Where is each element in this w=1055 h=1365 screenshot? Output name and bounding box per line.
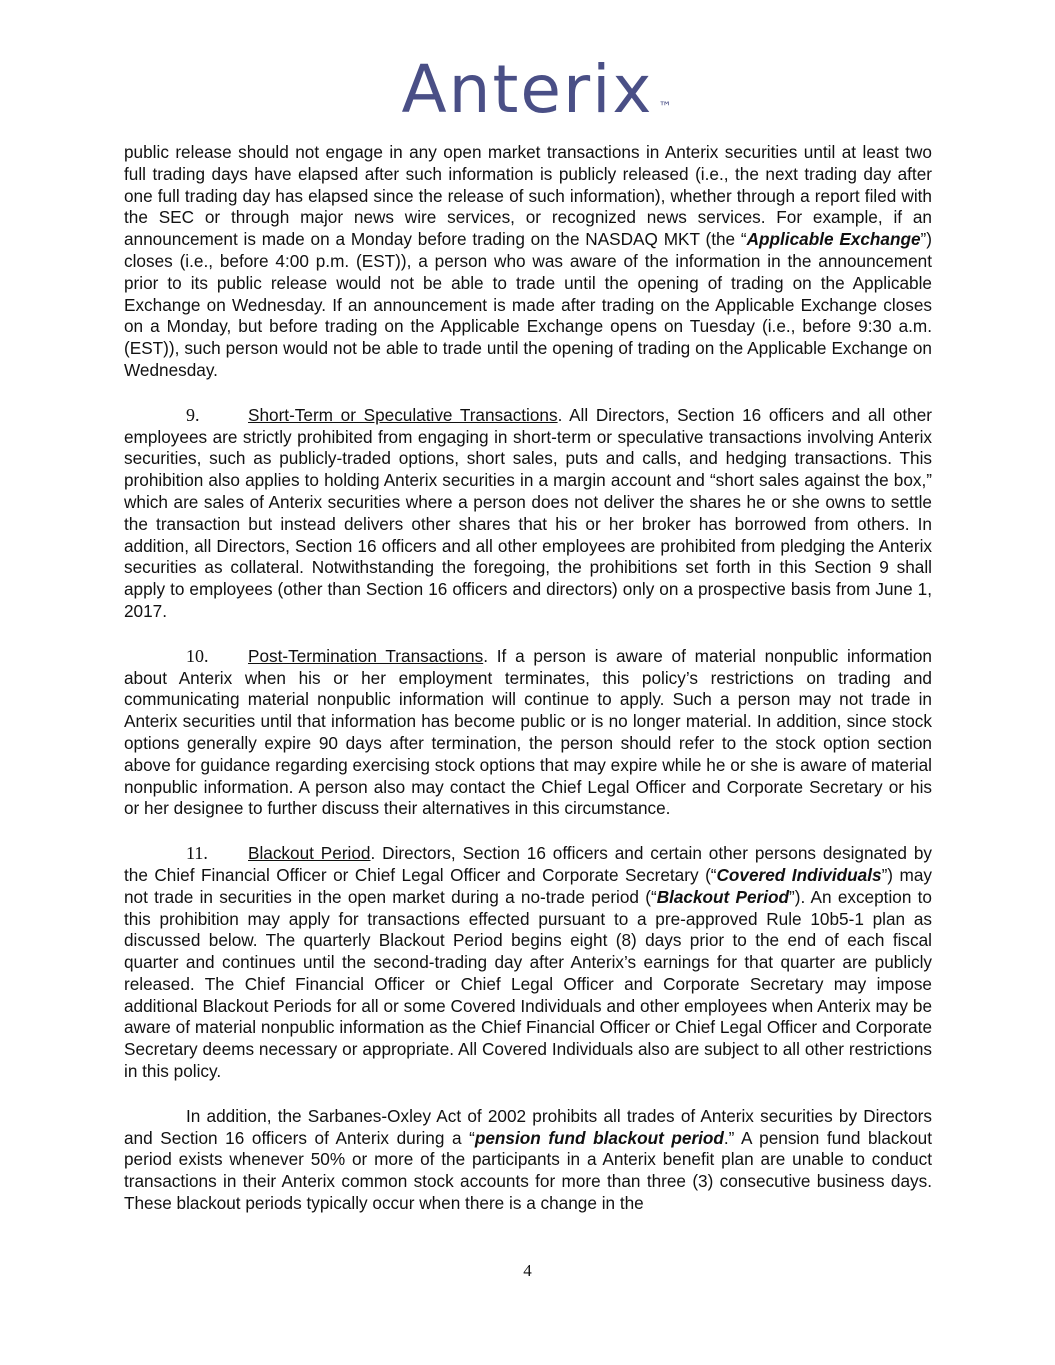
section-10 <box>124 646 932 820</box>
paragraph-text: ”) closes (i.e., before 4:00 p.m. (EST)), a person who was aware of the information in the announcement prior to its public release would not be able to trade until the opening of trading on the Applicable Exchange on Wednesday. If an announcement is made after trading on the Applicable Exchange closes on a Monday, but before trading on the Applicable Exchange opens on Tuesday (i.e., before 9:30 a.m. (EST)), such person would not be able to trade until the opening of trading on the Applicable Exchange on Wednesday. <box>124 229 932 380</box>
section-heading: Post-Termination Transactions <box>248 645 484 666</box>
paragraph-text: public release should not engage in any open market transactions in Anterix securities until at least two full trading days have elapsed after such information is publicly released (i.e., the next trading day after one full trading day has elapsed since the release of such information), whether through a report filed with the SEC or through major news wire services, or recognized news services. For example, if an announcement is made on a Monday before trading on the NASDAQ MKT (the “ <box>124 142 932 250</box>
document-body <box>124 142 932 1238</box>
section-number: 9. <box>186 404 200 425</box>
page-number: 4 <box>523 1261 532 1280</box>
paragraph-text: In addition, the Sarbanes-Oxley Act of 2002 prohibits all trades of Anterix securities by Directors and Section 16 officers of Anterix during a “ <box>124 1105 932 1148</box>
section-number: 10. <box>186 645 209 666</box>
defined-term-blackout-period: Blackout Period <box>656 886 790 907</box>
logo-text: Anterix <box>401 51 654 128</box>
section-number: 11. <box>186 843 208 864</box>
defined-term-pension-fund-blackout-period: pension fund blackout period <box>474 1127 724 1148</box>
section-text: . If a person is aware of material nonpublic information about Anterix when his or her employment terminates, this policy’s restrictions on trading and communicating material nonpublic information will continue to apply. Such a person may not trade in Anterix securities until that information has become public or is no longer material. In addition, since stock options generally expire 90 days after termination, the person should refer to the stock option section above for guidance regarding exercising stock options that may expire while he or she is aware of material nonpublic information. A person also may contact the Chief Legal Officer and Corporate Secretary or his or her designee to further discuss their alternatives in this circumstance. <box>124 645 932 819</box>
paragraph-sarbanes-oxley <box>124 1106 932 1215</box>
defined-term-applicable-exchange: Applicable Exchange <box>746 229 921 250</box>
section-9 <box>124 405 932 623</box>
logo-wordmark <box>401 51 672 128</box>
section-heading: Blackout Period <box>248 843 371 864</box>
paragraph-text: .” A pension fund blackout period exists whenever 50% or more of the participants in a Anterix benefit plan are unable to conduct transactions in their Anterix common stock accounts for more than three (3) consecutive business days. These blackout periods typically occur when there is a change in the <box>124 1127 932 1214</box>
section-11 <box>124 843 932 1083</box>
defined-term-covered-individuals: Covered Individuals <box>716 864 882 885</box>
section-text: ”). An exception to this prohibition may apply for transactions effected pursuant to a pre-approved Rule 10b5-1 plan as discussed below. The quarterly Blackout Period begins eight (8) days prior to the end of each fiscal quarter and continues until the second-trading day after Anterix’s earnings for that quarter are publicly released. The Chief Financial Officer or Chief Legal Officer and Corporate Secretary may impose additional Blackout Periods for all or some Covered Individuals and other employees when Anterix may be aware of material nonpublic information as the Chief Financial Officer or Chief Legal Officer and Corporate Secretary deems necessary or appropriate. All Covered Individuals also are subject to all other restrictions in this policy. <box>124 886 932 1082</box>
company-logo <box>0 52 1055 127</box>
section-text: . Directors, Section 16 officers and certain other persons designated by the Chief Financial Officer or Chief Legal Officer and Corporate Secretary (“ <box>124 843 932 885</box>
paragraph-continuation <box>124 142 932 382</box>
section-text: ”) may not trade in securities in the open market during a no-trade period (“ <box>124 864 932 907</box>
section-heading: Short-Term or Speculative Transactions <box>248 404 558 425</box>
section-text: . All Directors, Section 16 officers and all other employees are strictly prohibited from engaging in short-term or speculative transactions involving Anterix securities, such as publicly-traded options, short sales, puts and calls, and hedging transactions. This prohibition also applies to holding Anterix securities in a margin account and “short sales against the box,” which are sales of Anterix securities where a person does not deliver the shares he or she owns to settle the transaction but instead delivers other shares that his or her broker has borrowed from others. In addition, all Directors, Section 16 officers and all other employees are prohibited from pledging the Anterix securities as collateral. Notwithstanding the foregoing, the prohibitions set forth in this Section 9 shall apply to employees (other than Section 16 officers and directors) only on a prospective basis from June 1, 2017. <box>124 404 932 621</box>
trademark-symbol: ™ <box>658 100 672 115</box>
